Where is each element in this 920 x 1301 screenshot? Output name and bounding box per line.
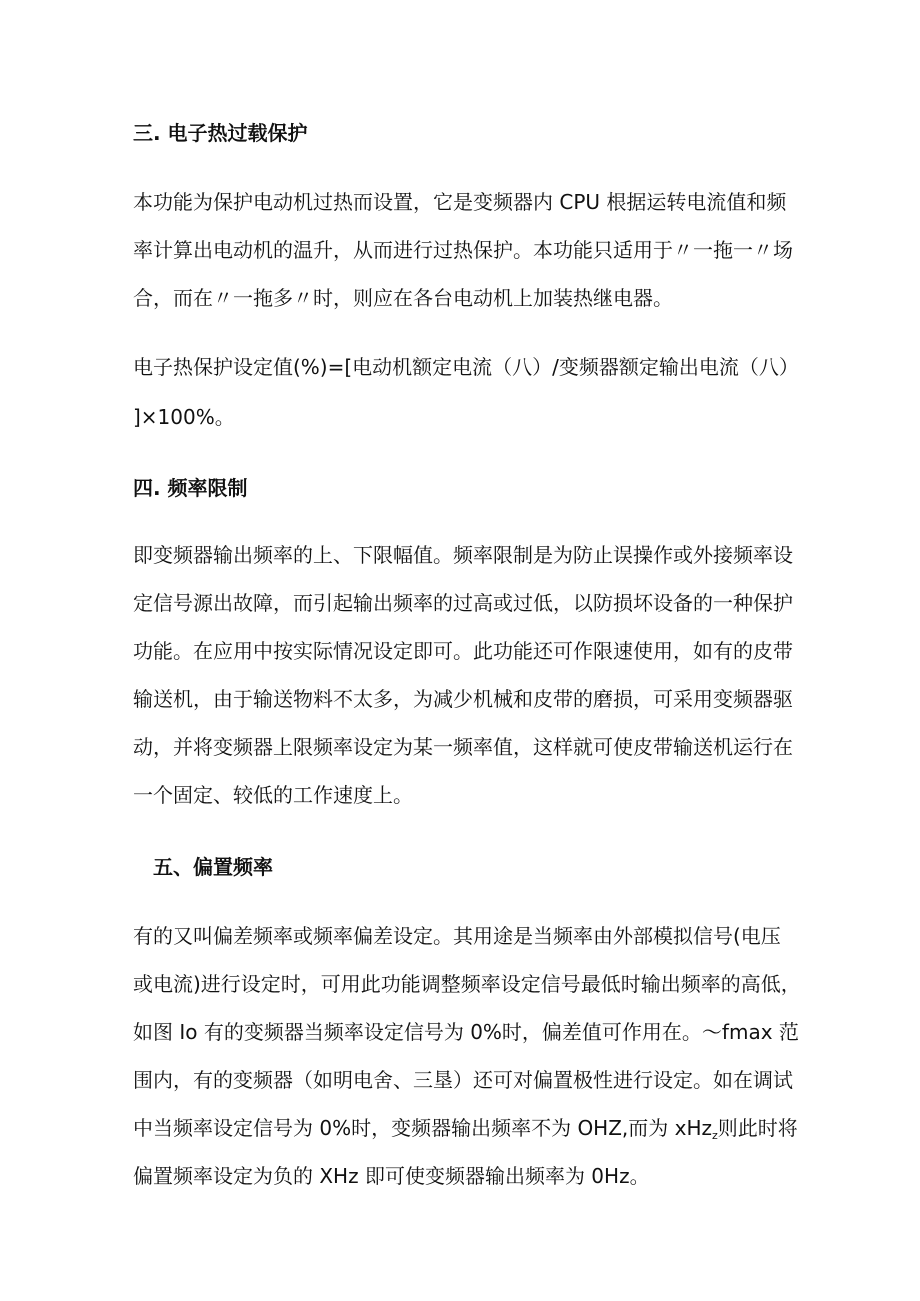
formula-line: 电子热保护设定值(%)=[电动机额定电流（八）/变频器额定输出电流（八）	[133, 355, 799, 379]
section-heading-3: 三. 电子热过载保护	[133, 121, 308, 145]
subscript-z: z	[712, 1129, 718, 1142]
line-text: 中当频率设定信号为 0%时，变频器输出频率不为 OHZ,而为 xHz	[133, 1116, 713, 1140]
formula-line: ]×100%。	[133, 405, 235, 429]
paragraph-line: 即变频器输出频率的上、下限幅值。频率限制是为防止误操作或外接频率设	[133, 543, 793, 567]
paragraph-line: 偏置频率设定为负的 XHz 即可使变频器输出频率为 0Hz。	[133, 1164, 650, 1188]
paragraph-line: 如图 Io 有的变频器当频率设定信号为 0%时，偏差值可作用在。～fmax 范	[133, 1020, 799, 1044]
section-heading-5: 五、偏置频率	[153, 855, 273, 879]
paragraph-line: 动，并将变频器上限频率设定为某一频率值，这样就可使皮带输送机运行在	[133, 735, 793, 759]
paragraph-line: 一个固定、较低的工作速度上。	[133, 783, 413, 807]
paragraph-line: 或电流)进行设定时，可用此功能调整频率设定信号最低时输出频率的高低，	[133, 972, 801, 996]
paragraph-line: 输送机，由于输送物料不太多，为减少机械和皮带的磨损，可采用变频器驱	[133, 687, 793, 711]
section-heading-4: 四. 频率限制	[133, 476, 248, 500]
paragraph-line: 围内，有的变频器（如明电舍、三垦）还可对偏置极性进行设定。如在调试	[133, 1068, 793, 1092]
paragraph-line	[133, 1114, 798, 1150]
paragraph-line: 有的又叫偏差频率或频率偏差设定。其用途是当频率由外部模拟信号(电压	[133, 924, 781, 948]
paragraph-line: 合，而在〃一拖多〃时，则应在各台电动机上加装热继电器。	[133, 286, 673, 310]
paragraph-line: 本功能为保护电动机过热而设置，它是变频器内 CPU 根据运转电流值和频	[133, 190, 787, 214]
paragraph-line: 功能。在应用中按实际情况设定即可。此功能还可作限速使用，如有的皮带	[133, 639, 793, 663]
paragraph-line: 定信号源出故障，而引起输出频率的过高或过低，以防损坏设备的一种保护	[133, 591, 793, 615]
paragraph-line: 率计算出电动机的温升，从而进行过热保护。本功能只适用于〃一拖一〃场	[133, 238, 793, 262]
line-text: 则此时将	[717, 1116, 798, 1140]
